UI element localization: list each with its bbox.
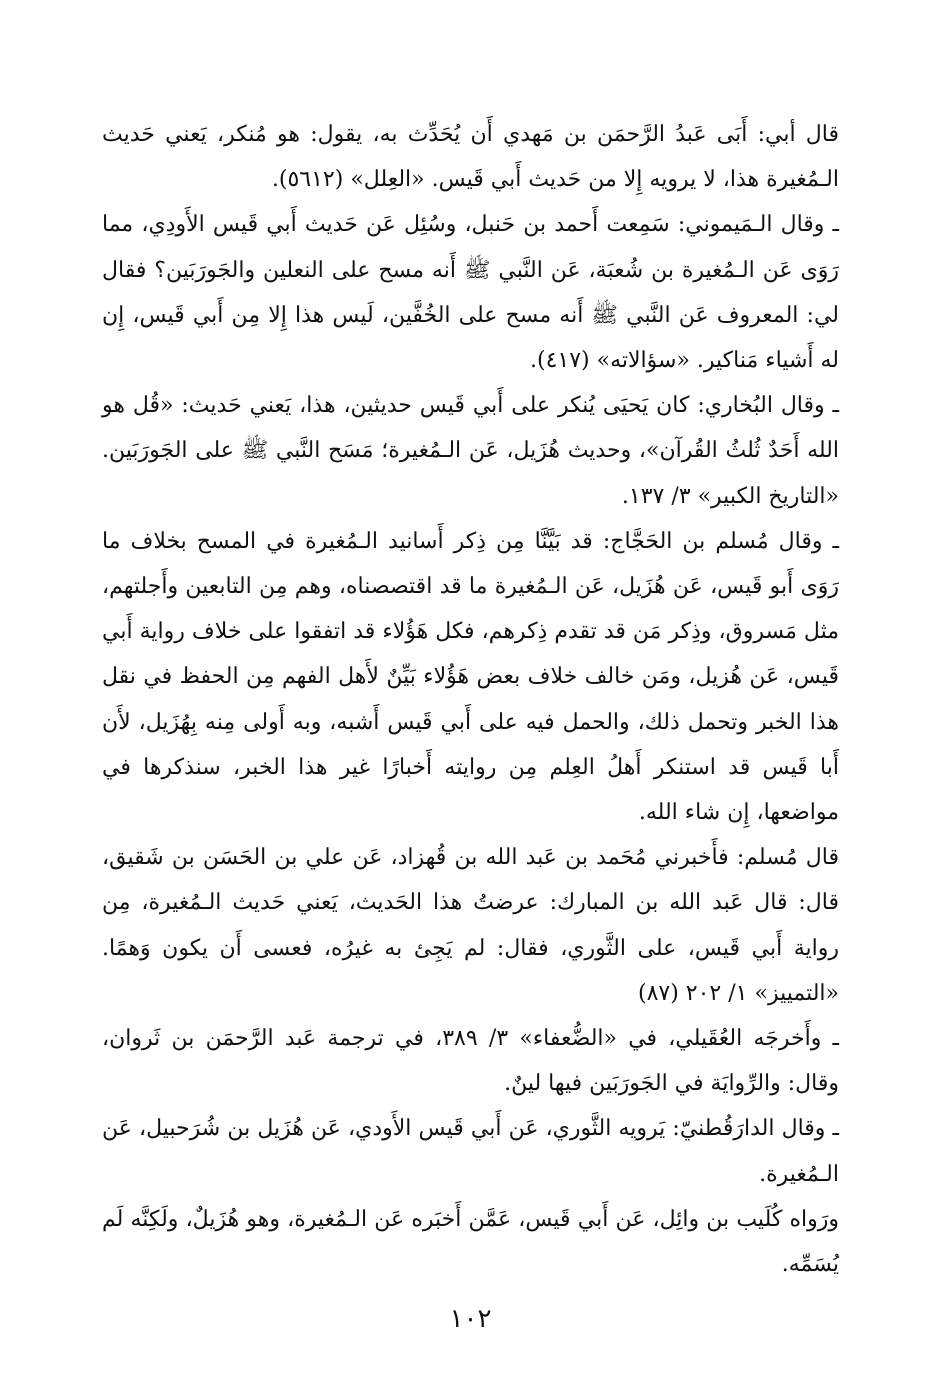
paragraph-daraqutni: ـ وقال الدارَقُطنيّ: يَرويه الثَّوري، عَن أَبي قَيس الأَودي، عَن هُزَيل بن شُرَحبيل، عَن الـمُغيرة. xyxy=(102,1116,839,1187)
paragraph-ilal-quote: قال أبي: أَبَى عَبدُ الرَّحمَن بن مَهدي أَن يُحَدِّث به، يقول: هو مُنكر، يَعني حَديث الـمُغيرة هذا، لا يرويه إِلا من حَديث أَبي قَيس. «العِلل» (٥٦١٢). xyxy=(102,122,839,193)
book-page xyxy=(0,112,941,1383)
paragraph-kulayb: ورَواه كُلَيب بن وائِل، عَن أَبي قَيس، عَمَّن أَخبَره عَن الـمُغيرة، وهو هُزَيلٌ، ولَكِنَّه لَم يُسَمِّه. xyxy=(102,1206,839,1278)
paragraph-muslim: ـ وقال مُسلم بن الحَجَّاج: قد بَيَّنَّا مِن ذِكر أَسانيد الـمُغيرة في المسح بخلاف ما رَوَى أَبو قَيس، عَن هُزَيل، عَن الـمُغيرة ما قد اقتصصناه، وهم مِن التابعين وأَجلتهم، مثل مَسروق، وذِكر مَن قد تقدم ذِكرهم، فكل هَؤُلاء قد اتفقوا على خلاف رواية أَبي قَيس، عَن هُزيل، ومَن خالف خلاف بعض هَؤُلاء بَيِّنٌ لأَهل الفهم مِن الحفظ في نقل هذا الخبر وتحمل ذلك، والحمل فيه على أَبي قَيس أَشبه، وبه أَولى مِنه بِهُزَيل، لأَن أَبا قَيس قد استنكر أَهلُ العِلم مِن روايته أَخبارًا غير هذا الخبر، سنذكرها في مواضعها، إِن شاء الله. xyxy=(102,528,839,826)
paragraph-bukhari: ـ وقال البُخاري: كان يَحيَى يُنكر على أَبي قَيس حديثين، هذا، يَعني حَديث: «قُل هو الله أَحَدٌ ثُلثُ القُرآن»، وحديث هُزَيل، عَن الـمُغيرة؛ مَسَح النَّبي ﷺ على الجَورَبَين. «التاريخ الكبير» ٣/ ١٣٧. xyxy=(102,393,839,509)
page-number: ١٠٢ xyxy=(449,1304,492,1334)
paragraph-maymuni: ـ وقال الـمَيموني: سَمِعت أَحمد بن حَنبل، وسُئِل عَن حَديث أَبي قَيس الأَودِي، مما رَوَى عَن الـمُغيرة بن شُعبَة، عَن النَّبي ﷺ أَنه مسح على النعلين والجَورَبَين؟ فقال لي: المعروف عَن النَّبي ﷺ أَنه مسح على الخُفَّين، لَيس هذا إِلا مِن أَبي قَيس، إِن له أَشياء مَناكير. «سؤالاته» (٤١٧). xyxy=(102,212,839,374)
paragraph-uqayli: ـ وأَخرجَه العُقَيلي، في «الضُّعفاء» ٣/ ٣٨٩، في ترجمة عَبد الرَّحمَن بن ثَروان، وقال: والرِّوايَة في الجَورَبَين فيها لينٌ. xyxy=(102,1026,840,1097)
paragraph-muslim-isnad: قال مُسلم: فأَخبرني مُحَمد بن عَبد الله بن قُهزاد، عَن علي بن الحَسَن بن شَقيق، قال: قال عَبد الله بن المبارك: عرضتُ هذا الحَديث، يَعني حَديث الـمُغيرة، مِن رواية أَبي قَيس، على الثَّوري، فقال: لم يَجِئ به غيرُه، فعسى أَن يكون وَهمًا. «التمييز» ١/ ٢٠٢ (٨٧) xyxy=(102,845,839,1006)
page-body xyxy=(102,112,839,1287)
